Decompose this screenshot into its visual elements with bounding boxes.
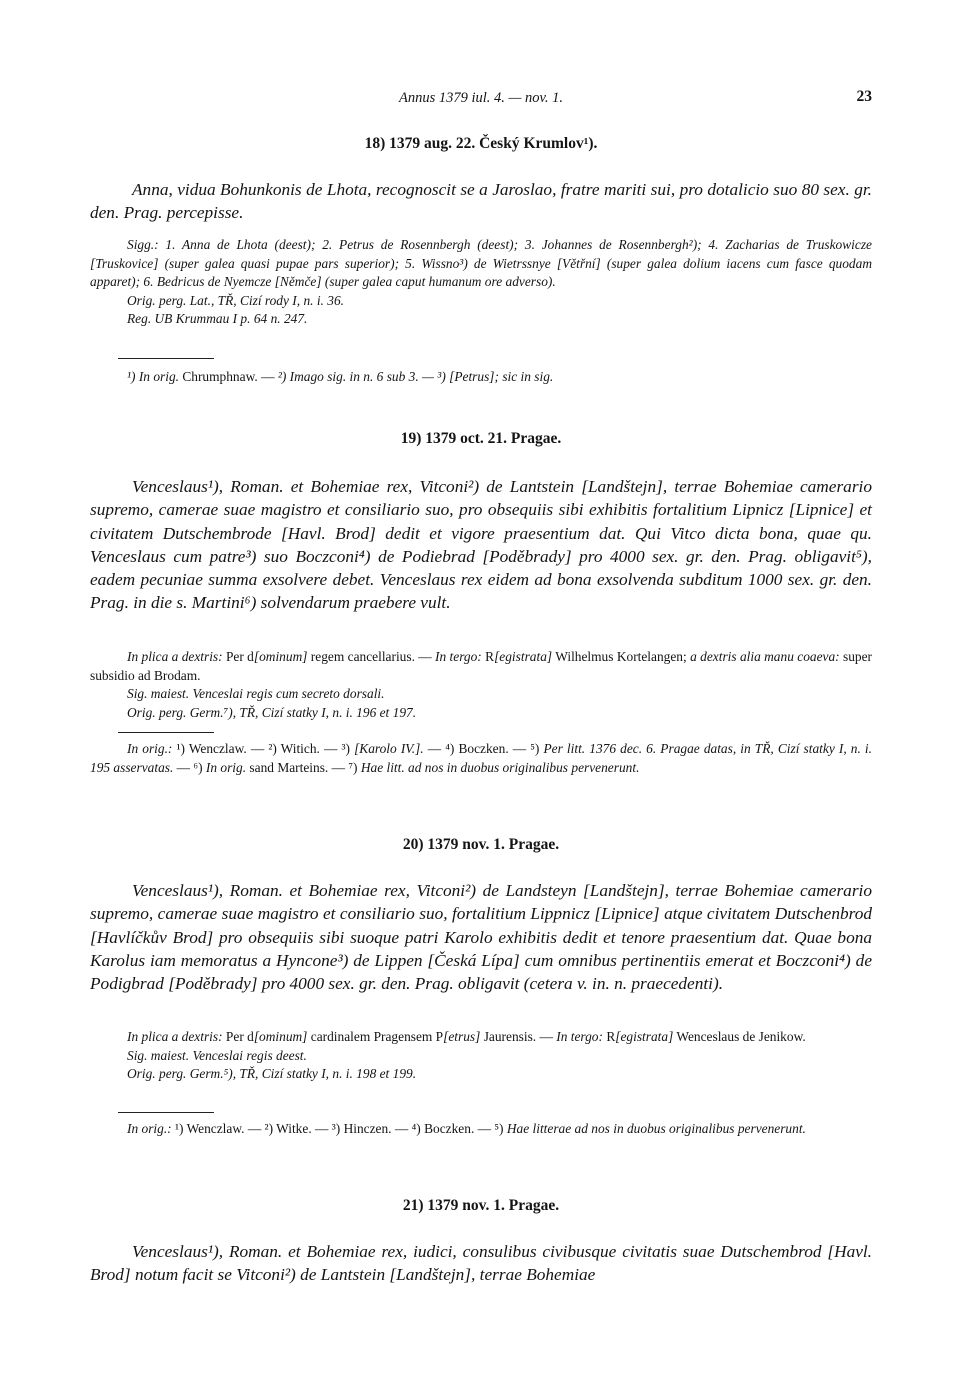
doc18-footnotes [90, 368, 872, 387]
doc20-apparatus [90, 1028, 872, 1084]
doc18-apparatus [90, 236, 872, 329]
doc19-fn-9: Hae litt. ad nos in duobus originalibus pervenerunt. [360, 759, 640, 775]
doc20-heading: 20) 1379 nov. 1. Pragae. [402, 836, 560, 853]
doc19-plica-1: In plica a dextris: [127, 649, 223, 664]
doc20-orig: Orig. perg. Germ.⁵), TŘ, Cizí statky I, n. i. 198 et 199. [127, 1066, 417, 1082]
doc19-fn-4: — ⁴) Boczken. — ⁵) [423, 741, 544, 756]
doc19-footnote-rule [118, 732, 214, 733]
doc19-footnote-text [90, 740, 872, 777]
doc19-sig: Sig. maiest. Venceslai regis cum secreto dorsali. [127, 686, 385, 702]
doc20-plica-4: cardinalem Pragensem P [307, 1029, 444, 1044]
doc19-fn-7: In orig. [205, 759, 247, 775]
doc20-plica-1: In plica a dextris: [127, 1029, 223, 1044]
doc20-fn-2: ¹) Wenczlaw. — ²) Witke. — ³) Hinczen. — ⁴) Boczken. — ⁵) [171, 1121, 507, 1136]
doc19-footnotes [90, 740, 872, 777]
doc21-regest-block [90, 1240, 872, 1287]
doc20-plica-3: [ominum] [253, 1029, 308, 1044]
doc18-sigg: Sigg.: 1. Anna de Lhota (deest); 2. Petrus de Rosennbergh (deest); 3. Johannes de Rosennbergh²); 4. Zacharias de Truskowicze [Truskovice] (super galea quasi pupae pars superior); 5. Wissno³) de Wietrssnye [Větřní] (super galea dolium iacens cum fasce quodam apparet); 6. Bedricus de Nyemcze [Němče] (super galea caput humanum ore adverso). [90, 237, 872, 290]
doc20-sig: Sig. maiest. Venceslai regis deest. [127, 1047, 307, 1063]
doc20-plica-6: Jaurensis. — [480, 1029, 557, 1044]
doc19-plica-6: R [481, 649, 495, 664]
running-title: Annus 1379 iul. 4. — nov. 1. [398, 90, 564, 106]
running-header [90, 90, 872, 110]
doc19-plica-9: a dextris alia manu coaeva: [690, 649, 840, 664]
doc18-footnote-line [90, 368, 872, 387]
doc20-plica-7: In tergo: [556, 1029, 603, 1044]
doc19-plica-4: regem cancellarius. — [307, 649, 436, 664]
doc18-heading: 18) 1379 aug. 22. Český Krumlov¹). [364, 135, 598, 152]
doc18-fn-b: Chrumphnaw. — [179, 369, 278, 384]
doc20-plica-2: Per d [222, 1029, 254, 1044]
doc19-fn-8: sand Marteins. — ⁷) [246, 759, 361, 775]
doc19-apparatus [90, 648, 872, 722]
doc19-plica-2: Per d [222, 649, 254, 664]
doc19-fn-2: ¹) Wenczlaw. — ²) Witich. — ³) [172, 741, 355, 756]
doc21-heading: 21) 1379 nov. 1. Pragae. [402, 1197, 560, 1214]
doc20-footnote-text [90, 1120, 872, 1139]
doc19-heading: 19) 1379 oct. 21. Pragae. [400, 430, 562, 447]
doc20-regest-block [90, 879, 872, 995]
doc19-plica-8: Wilhelmus Kortelangen; [552, 649, 691, 664]
doc19-regest-block [90, 475, 872, 615]
doc19-plica-5: In tergo: [435, 649, 482, 664]
doc19-orig: Orig. perg. Germ.⁷), TŘ, Cizí statky I, n. i. 196 et 197. [127, 704, 417, 720]
page-number: 23 [856, 88, 872, 105]
doc18-orig: Orig. perg. Lat., TŘ, Cizí rody I, n. i. 36. [127, 292, 344, 308]
doc19-fn-5: Per litt. 1376 dec. 6. Pragae datas, in TŘ, Cizí statky I, n. i. 195 asservatas. [90, 741, 873, 775]
doc20-plica-8: R [602, 1029, 616, 1044]
doc19-plica [90, 648, 872, 685]
doc20-regest: Venceslaus¹), Roman. et Bohemiae rex, Vitconi²) de Landsteyn [Landštejn], terrae Bohemiae camerario supremo, camerae suae magistro et consiliario suo, fortalitium Lippnicz [Lipnice] atque civitatem Dutschenbrod [Havlíčkův Brod] pro obsequiis sibi suoque patri Karolo exhibitis dedit et tenore praesentium dat. Quae bona Karolus iam memoratus a Hyncone³) de Lippen [Česká Lípa] cum omnibus pertinentiis emerat et Boczconi⁴) de Podigbrad [Poděbrady] pro 4000 sex. gr. den. Prag. obligavit (cetera v. in. n. praecedenti). [90, 881, 872, 994]
doc18-footnote-rule [118, 358, 214, 359]
doc18-reg: Reg. UB Krummau I p. 64 n. 247. [127, 311, 308, 327]
doc19-fn-3: [Karolo IV.]. [354, 741, 424, 756]
doc19-fn-1: In orig.: [127, 741, 173, 756]
doc18-fn-a: ¹) In orig. [127, 369, 179, 384]
doc20-fn-3: Hae litterae ad nos in duobus originalibus pervenerunt. [506, 1121, 806, 1136]
doc21-regest: Venceslaus¹), Roman. et Bohemiae rex, iudici, consulibus civibusque civitatis suae Dutschembrod [Havl. Brod] notum facit se Vitconi²) de Lantstein [Landštejn], terrae Bohemiae [90, 1242, 872, 1285]
doc18-regest: Anna, vidua Bohunkonis de Lhota, recognoscit se a Jaroslao, fratre mariti sui, pro dotalicio suo 80 sex. gr. den. Prag. percepisse. [90, 180, 872, 223]
doc19-fn-6: — ⁶) [173, 759, 206, 775]
doc20-plica-10: Wenceslaus de Jenikow. [673, 1029, 806, 1044]
doc20-plica [90, 1028, 872, 1047]
doc19-plica-10: super subsidio ad Brodam. [90, 649, 873, 683]
doc18-fn-c: ²) Imago sig. in n. 6 sub 3. — ³) [Petrus]; sic in sig. [277, 369, 554, 384]
doc20-fn-1: In orig.: [127, 1121, 172, 1136]
doc20-footnote-rule [118, 1112, 214, 1113]
doc20-plica-5: [etrus] [443, 1029, 481, 1044]
doc19-regest: Venceslaus¹), Roman. et Bohemiae rex, Vitconi²) de Lantstein [Landštejn], terrae Bohemiae camerario supremo, camerae suae magistro et consiliario suo, pro obsequiis sibi exhibitis fortalitium Lipnicz [Lipnice] et civitatem Dutschembrode [Havl. Brod] dedit et vigore praesentium dat. Qui Vitco dicta bona, quae qu. Venceslaus cum patre³) suo Boczconi⁴) de Podiebrad [Poděbrady] pro 4000 sex. gr. den. Prag. obligavit⁵), eadem pecuniae summa exsolvere debet. Venceslaus rex eidem ad bona exsolvenda subditum 1000 sex. gr. den. Prag. in die s. Martini⁶) solvendarum praebere vult. [90, 477, 872, 613]
doc20-footnotes [90, 1120, 872, 1139]
doc19-plica-3: [ominum] [253, 649, 308, 664]
doc19-plica-7: [egistrata] [494, 649, 553, 664]
doc18-regest-block [90, 178, 872, 225]
doc20-plica-9: [egistrata] [615, 1029, 674, 1044]
